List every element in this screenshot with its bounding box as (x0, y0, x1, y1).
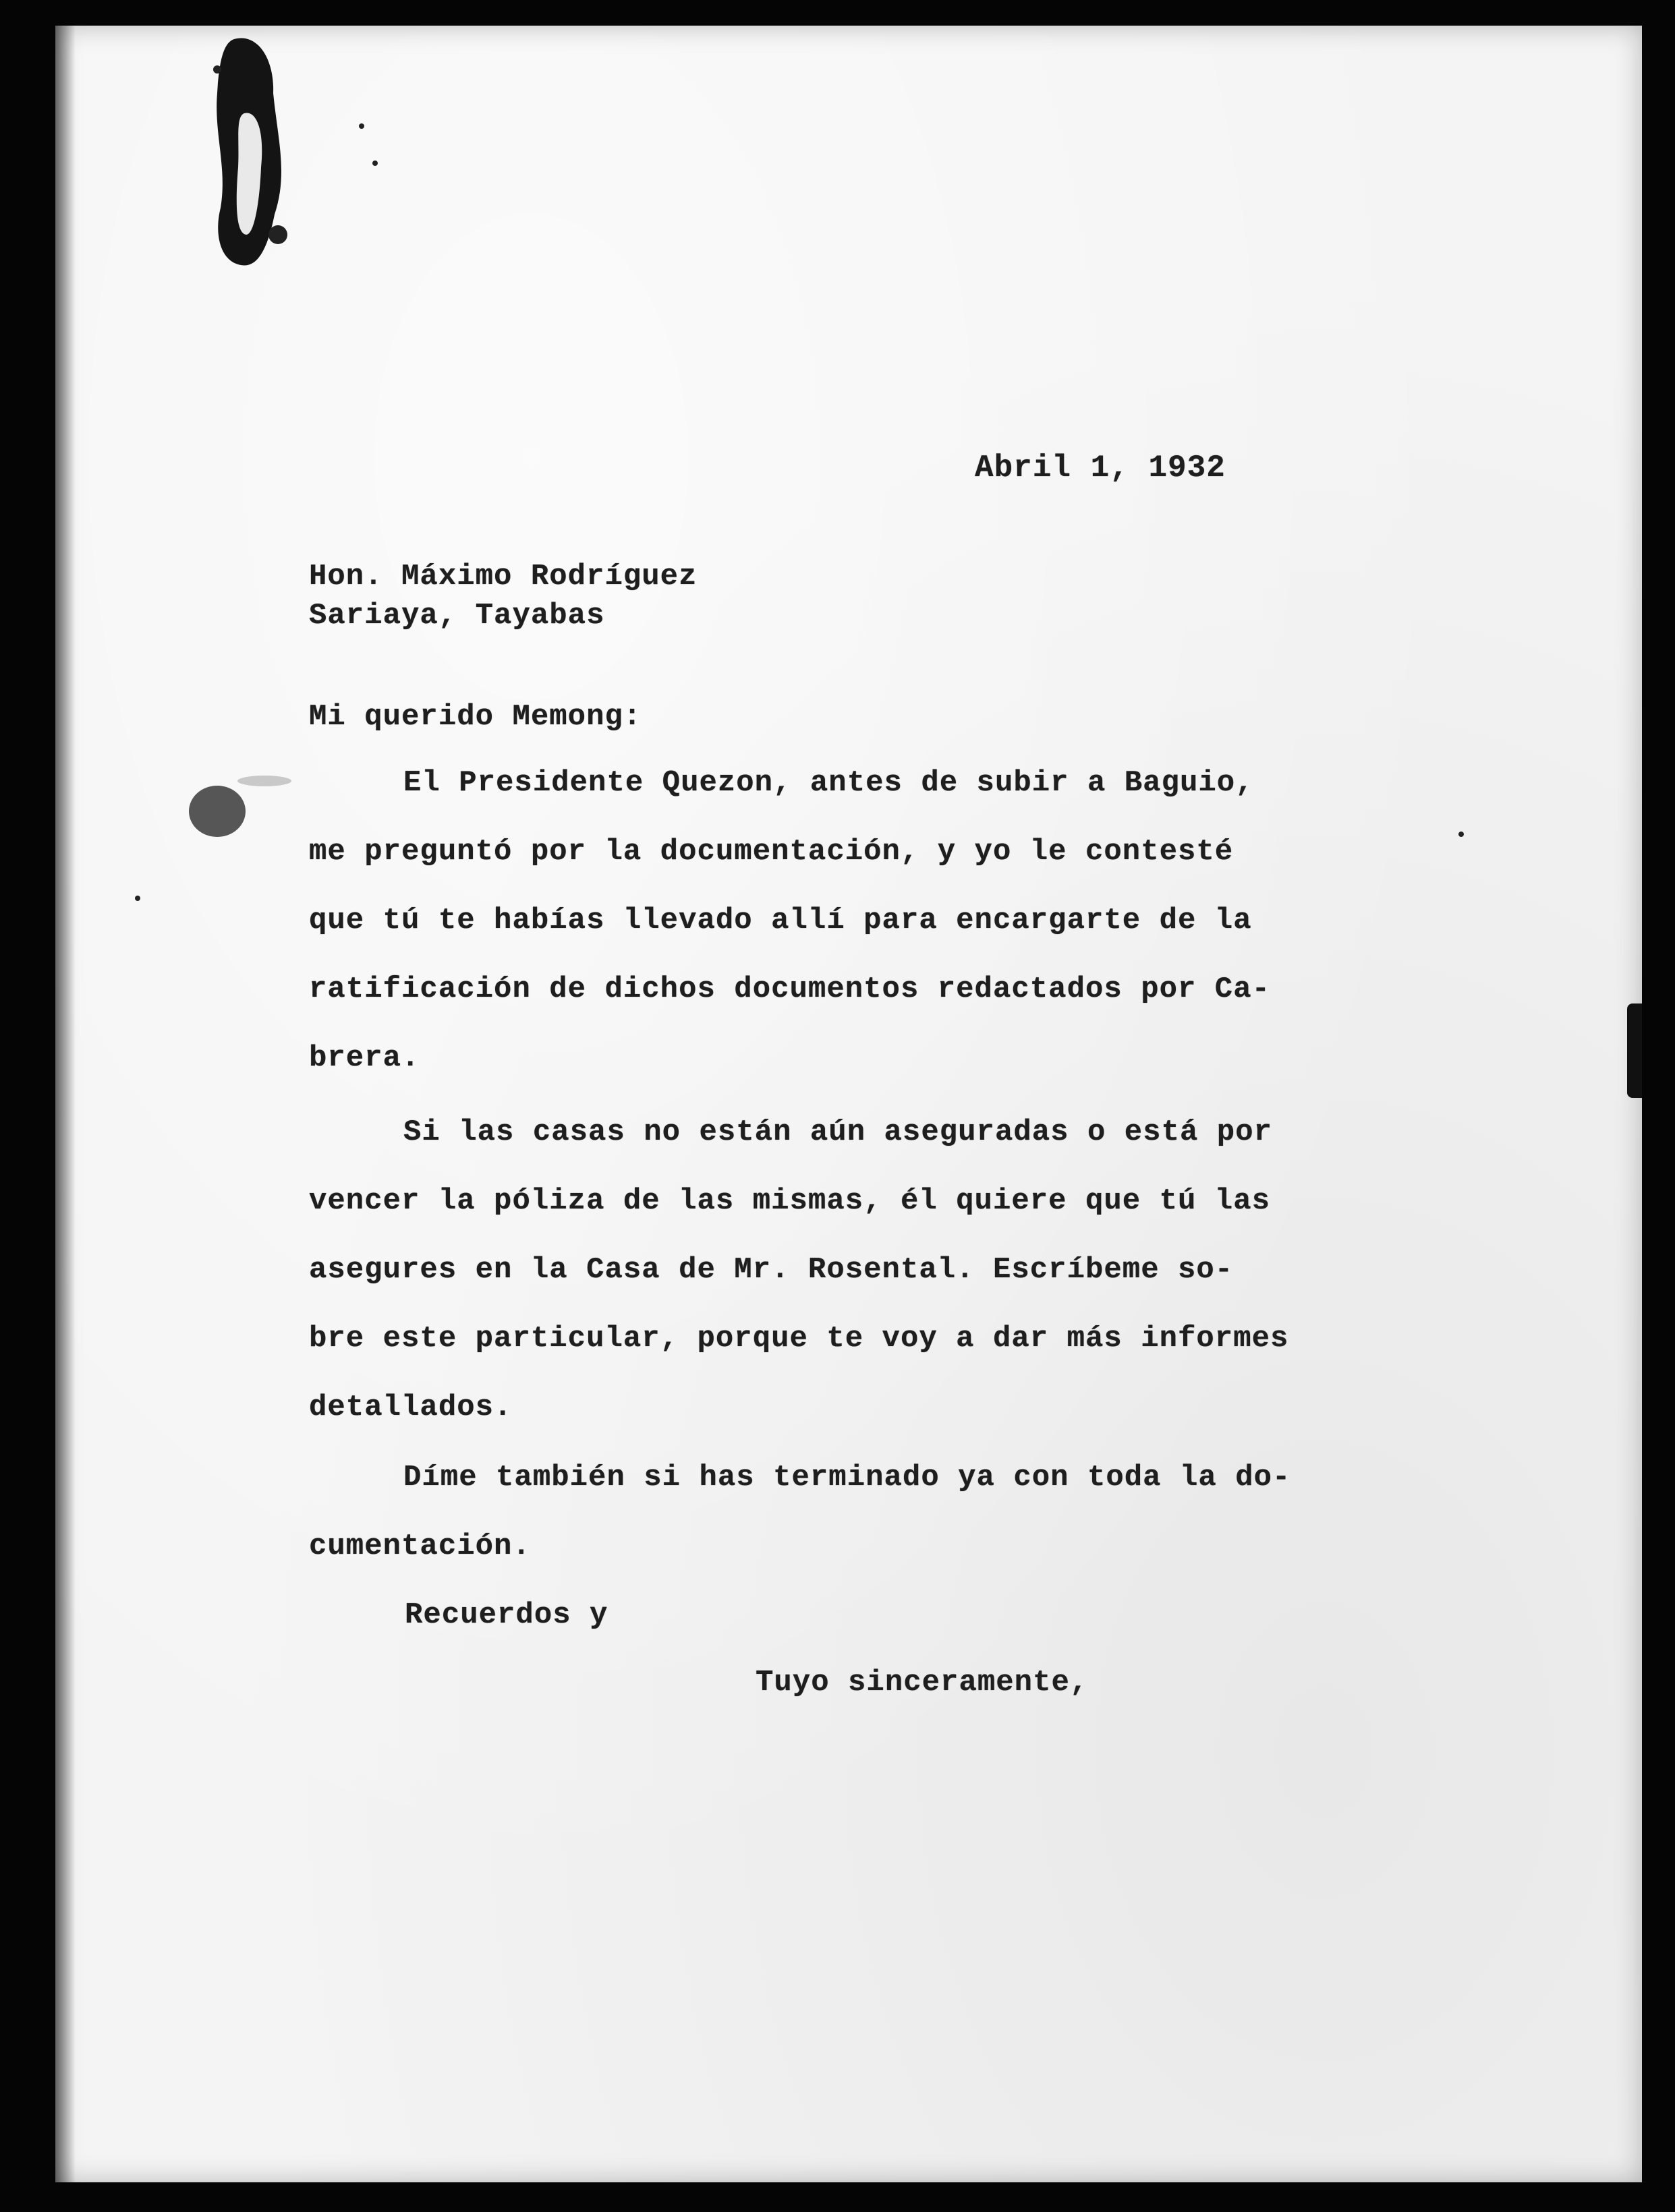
ink-speck (372, 161, 378, 166)
paragraph-line: detallados. (309, 1391, 513, 1424)
paragraph-line: Díme también si has terminado ya con toda la do- (403, 1461, 1291, 1494)
ink-speck (135, 896, 140, 901)
letter-date: Abril 1, 1932 (975, 450, 1226, 486)
paragraph-line: brera. (309, 1041, 420, 1075)
ink-smudge (177, 761, 298, 855)
paragraph-line: asegures en la Casa de Mr. Rosental. Escríbeme so- (309, 1253, 1234, 1287)
page-edge-shadow (55, 26, 76, 2182)
paragraph-2 (309, 1098, 1456, 1442)
sign-off: Tuyo sinceramente, (756, 1666, 1089, 1699)
paragraph-line: cumentación. (309, 1530, 531, 1563)
paragraph-3 (309, 1443, 1456, 1581)
paragraph-line: bre este particular, porque te voy a dar más informes (309, 1322, 1289, 1356)
paragraph-line: Si las casas no están aún aseguradas o está por (403, 1115, 1273, 1149)
paragraph-line: ratificación de dichos documentos redactados por Ca- (309, 972, 1271, 1006)
closing-regards: Recuerdos y (405, 1598, 608, 1632)
punch-hole-mark (194, 32, 302, 275)
paragraph-line: vencer la póliza de las mismas, él quiere que tú las (309, 1184, 1271, 1218)
salutation: Mi querido Memong: (309, 700, 642, 734)
paragraph-line: me preguntó por la documentación, y yo le contesté (309, 835, 1234, 869)
recipient-location: Sariaya, Tayabas (309, 599, 605, 633)
paragraph-line: que tú te habías llevado allí para encargarte de la (309, 904, 1252, 937)
paragraph-1 (309, 749, 1456, 1093)
recipient-name: Hon. Máximo Rodríguez (309, 560, 698, 593)
ink-speck (359, 123, 364, 129)
right-edge-clip (1627, 1003, 1642, 1098)
paragraph-line: El Presidente Quezon, antes de subir a Baguio, (403, 766, 1254, 800)
ink-speck (1458, 832, 1464, 837)
